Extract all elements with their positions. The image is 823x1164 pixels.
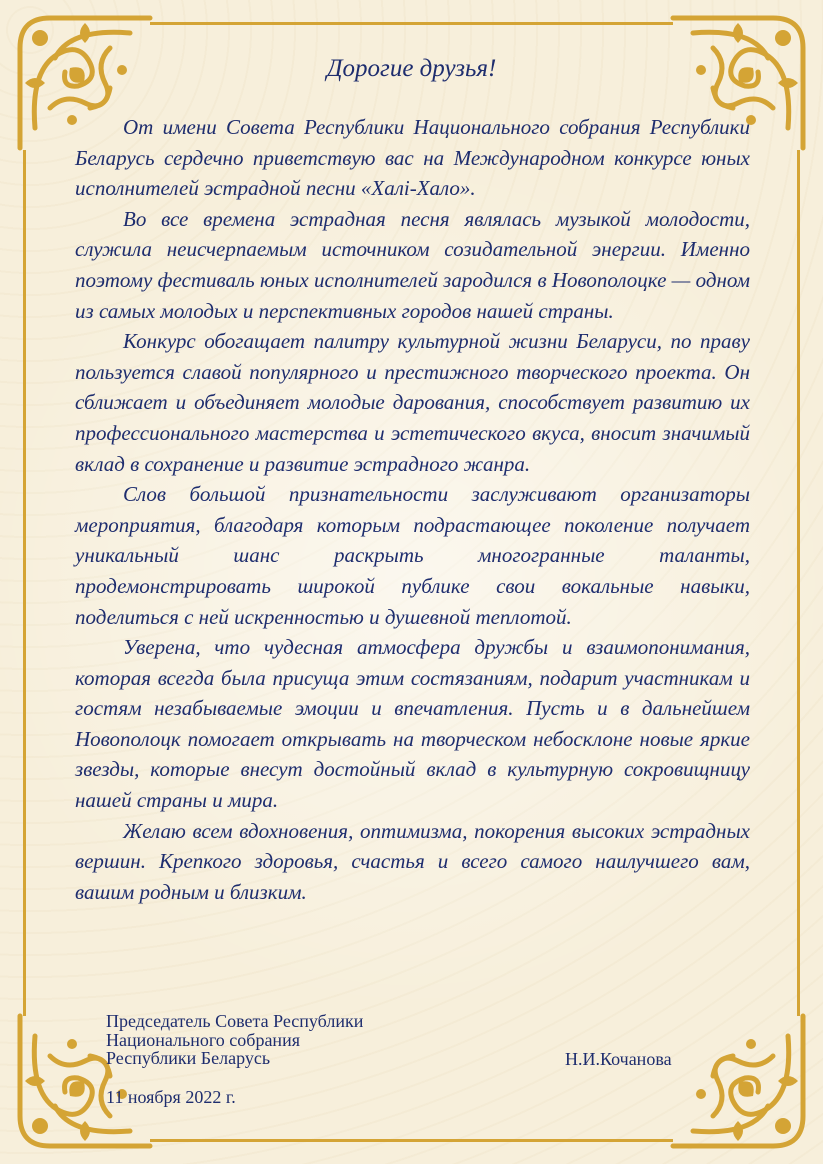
greeting-heading: Дорогие друзья! (326, 55, 497, 82)
paragraph: От имени Совета Республики Национального собрания Республики Беларусь сердечно приветствую вас на Международном конкурсе юных исполнителей эстрадной песни «Халі-Хало». (75, 115, 750, 201)
corner-ornament-icon (663, 1006, 813, 1156)
paragraph: Во все времена эстрадная песня являлась музыкой молодости, служила неисчерпаемым источником созидательной энергии. Именно поэтому фестиваль юных исполнителей зародился в Новополоцке — одном из самых молодых и перспективных городов нашей страны. (75, 206, 750, 323)
frame-top-line (150, 22, 673, 25)
frame-bottom-line (150, 1139, 673, 1142)
letter-body (75, 112, 750, 907)
signatory-name: Н.И.Кочанова (565, 1049, 672, 1069)
paragraph: Слов большой признательности заслуживают организаторы мероприятия, благодаря которым подрастающее поколение получает уникальный шанс раскрыть многогранные таланты, продемонстрировать широкой публике свои вокальные навыки, поделиться с ней искренностью и душевной теплотой. (75, 482, 750, 629)
signature-title-line: Председатель Совета Республики (106, 1011, 364, 1031)
signature-title-line: Национального собрания (106, 1029, 300, 1050)
frame-right-line (797, 150, 800, 1016)
letter-date: 11 ноября 2022 г. (106, 1087, 236, 1107)
paragraph: Уверена, что чудесная атмосфера дружбы и взаимопонимания, которая всегда была присуща этим состязаниям, подарит участникам и гостям незабываемые эмоции и впечатления. Пусть и в дальнейшем Новополоцк помогает открывать на творческом небосклоне новые яркие звезды, которые внесут достойный вклад в культурную сокровищницу нашей страны и мира. (75, 635, 750, 813)
frame-left-line (23, 150, 26, 1016)
signature-title-line: Республики Беларусь (106, 1048, 271, 1068)
signature-title (106, 1012, 363, 1068)
paragraph: Желаю всем вдохновения, оптимизма, покорения высоких эстрадных вершин. Крепкого здоровья, счастья и всего самого наилучшего вам, вашим родным и близким. (75, 818, 750, 904)
paragraph: Конкурс обогащает палитру культурной жизни Беларуси, по праву пользуется славой популярного и престижного творческого проекта. Он сближает и объединяет молодые дарования, способствует развитию их профессионального мастерства и эстетического вкуса, вносит значимый вклад в сохранение и развитие эстрадного жанра. (75, 329, 750, 476)
